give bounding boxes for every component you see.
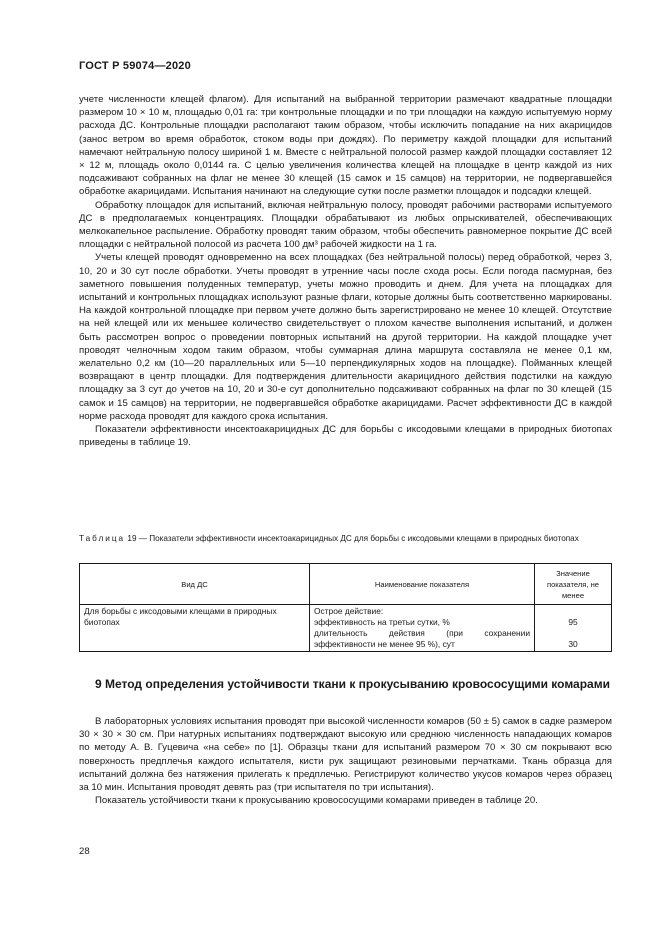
paragraph: Показатель устойчивости ткани к прокусыванию кровососущими комарами приведен в таблице 20. (95, 795, 538, 807)
paragraph: Учеты клещей проводят одновременно на всех площадках (без нейтральной полосы) перед обработкой, через 3, 10, 20 и 30 сут после обработки. Учеты проводят в утренние часы после схода росы. Если погода пасмурная, без заметного повышения полуденных температур, учеты можно проводить и днем. Для учета на площадках для испытаний и контрольных площадках используют разные флаги, которые должны быть соответственно маркированы. На каждой контрольной площадке при первом учете должно быть зарегистрировано не менее 10 клещей. Отсутствие на ней клещей или их меньшее количество свидетельствует о плохом качестве выполнения испытаний, и должен быть рассмотрен вопрос о проведении повторных испытаний на другой территории. На каждой площадке учет проводят челночным ходом таким образом, чтобы суммарная длина маршрута составляла не менее 0,1 км, желательно 0,2 км (10—20 параллельных или 5—10 перпендикулярных ходов на площадке). Пойманных клещей возвращают в центр площадки. Для подтверждения длительности акарицидного действия подстилки на каждую площадку за 3 сут до учетов на 10, 20 и 30-е сут дополнительно подсаживают собранных на флаг по 30 клещей (15 самок и 15 самцов) на территории, не подвергавшейся обработке акарицидами. Расчет эффективности ДС в каждой норме расхода проводят для каждого срока испытания. (79, 252, 612, 422)
body-text (79, 93, 612, 449)
paragraph: Обработку площадок для испытаний, включая нейтральную полосу, проводят рабочими растворами испытуемого ДС в предполагаемых концентрациях. Площадки обрабатывают из любых опрыскивателей, обеспечивающих мелкокапельное распыление. Обработку проводят таким образом, чтобы обеспечить равномерное покрытие ДС всей площадки с нейтральной полосой из расчета 100 дм³ рабочей жидкости на 1 га. (79, 199, 612, 251)
table-caption (79, 533, 612, 544)
indicator-line: эффективность на третьи сутки, % (314, 617, 450, 627)
indicator-line: Острое действие: (314, 606, 384, 616)
document-header: ГОСТ Р 59074—2020 (79, 60, 191, 72)
value-line: 30 (568, 639, 578, 649)
table-row (80, 605, 612, 652)
header-value: Значение показателя, не менее (535, 564, 612, 605)
cell-kind: Для борьбы с иксодовыми клещами в природных биотопах (80, 605, 310, 652)
header-kind: Вид ДС (80, 564, 310, 605)
paragraph: Показатели эффективности инсектоакарицидных ДС для борьбы с иксодовыми клещами в природных биотопах приведены в таблице 19. (79, 424, 612, 449)
paragraph: В лабораторных условиях испытания проводят при высокой численности комаров (50 ± 5) самок в садке размером 30 × 30 × 30 см. При натурных испытаниях подтверждают высокую или среднюю численность нападающих комаров по методу А. В. Гуцевича «на себе» по [1]. Образцы ткани для испытаний размером 70 × 30 см покрывают всю поверхность предплечья каждого испытателя, кисти рук защищают резиновыми перчатками. Ткань образца для испытаний должна без натяжения прилегать к предплечью. Регистрируют количество укусов комаров через образец за 10 мин. Испытания проводят девять раз (три испытателя по три испытания). (79, 716, 612, 794)
table-caption-text: 19 — Показатели эффективности инсектоакарицидных ДС для борьбы с иксодовыми клещами в природных биотопах (127, 534, 579, 543)
paragraph: учете численности клещей флагом). Для испытаний на выбранной территории размечают квадратные площадки размером 10 × 10 м, площадью 0,01 га: три контрольные площадки и по три площадки на каждую испытуемую норму расхода ДС. Контрольные площадки располагают таким образом, чтобы исключить попадание на них акарицидов (занос ветром во время обработок, стоком воды при дождях). По периметру каждой площадки для испытаний намечают нейтральную полосу шириной 1 м. Вместе с нейтральной полосой размер каждой площадки составляет 12 × 12 м, площадь около 0,0144 га. С целью увеличения количества клещей на площадке в центр каждой из них подсаживают собранных на флаг не менее 30 клещей (15 самок и 15 самцов) на территории, не подвергавшейся обработке акарицидами. Испытания начинают на следующие сутки после разметки площадок и подсадки клещей. (79, 94, 612, 198)
value-line: 95 (568, 617, 578, 627)
page-number: 28 (79, 846, 90, 857)
section-body (79, 715, 612, 807)
indicator-line: длительность действия (при сохранении эффективности не менее 95 %), сут (314, 628, 530, 649)
cell-indicators (310, 605, 535, 652)
table-caption-word: Таблица (79, 534, 126, 543)
table-19 (79, 563, 612, 652)
table-header-row (80, 564, 612, 605)
section-title: 9 Метод определения устойчивости ткани к прокусыванию кровососущими комарами (95, 677, 610, 691)
cell-values (535, 605, 612, 652)
header-indicator: Наименование показателя (310, 564, 535, 605)
